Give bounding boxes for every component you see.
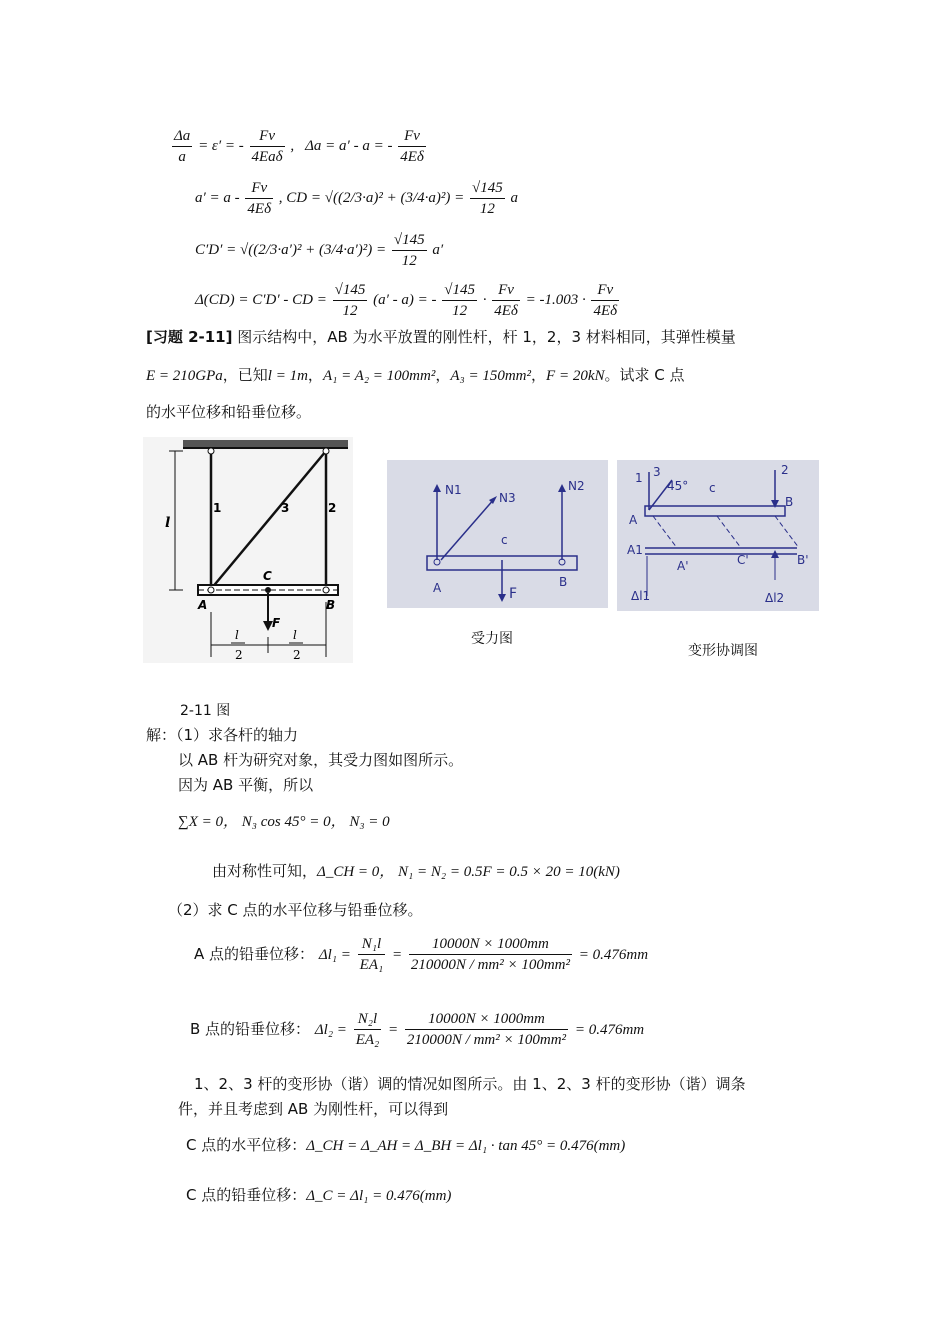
label-C-prime: C': [737, 553, 749, 567]
label-l-half-right-den: 2: [293, 648, 301, 662]
eq-text: a′ = a -: [195, 189, 240, 206]
ceiling-hatch: [183, 440, 348, 448]
caption-deform: 变形协调图: [688, 643, 758, 659]
label-A: A: [433, 581, 442, 595]
label-A-prime: A': [677, 559, 689, 573]
problem-text: 图示结构中，AB 为水平放置的刚性杆，杆 1，2，3 材料相同，其弹性模量: [237, 328, 736, 346]
math-inline: F = 20kN: [546, 368, 605, 384]
problem-text: ，: [531, 366, 547, 384]
label-l-half-left-den: 2: [235, 648, 243, 662]
label-B: B: [326, 598, 336, 612]
equation-A-displacement: A 点的铅垂位移： Δl₁ = $\frac{\text{N₁l}}{\text{EA₁}}$ = $\frac{10000N \times 1000mm}{\text{210000N / mm² × 100mm²}}$ = 0.476mm: [194, 936, 649, 973]
frac-num: N₁l: [358, 934, 386, 955]
deformation-diagram: [617, 460, 819, 611]
eq-text: Δa = a′ - a = -: [305, 137, 393, 154]
frac-num: √145: [333, 280, 368, 301]
frac-den: 4Eδ: [593, 303, 618, 319]
label-N3: N3: [499, 491, 516, 505]
label-l: l: [165, 515, 171, 531]
problem-text: 的水平位移和铅垂位移。: [146, 403, 312, 421]
eq-text: a′: [432, 241, 444, 258]
solution-text: 以 AB 杆为研究对象，其受力图如图所示。: [178, 751, 464, 769]
solution-step-2: （2）求 C 点的水平位移与铅垂位移。: [168, 901, 423, 919]
problem-text: ，: [307, 366, 323, 384]
label-c: c: [501, 533, 508, 547]
problem-text: ，已知: [222, 366, 268, 384]
frac-den: 12: [452, 303, 468, 319]
label-l-half-left-num: l: [235, 628, 239, 642]
frac-num: Fν: [245, 178, 273, 199]
eq-text: ,: [290, 137, 295, 154]
label-c: c: [709, 481, 716, 495]
label-bar-3: 3: [281, 501, 290, 515]
solution-text: A 点的铅垂位移：: [194, 945, 315, 963]
solution-text: 由对称性可知，: [212, 862, 318, 880]
math-inline: l = 1m: [267, 368, 308, 384]
eq-text: = ε′ = -: [198, 137, 244, 154]
label-F: F: [272, 616, 281, 630]
label-2: 2: [781, 463, 789, 477]
frac-den: 210000N / mm² × 100mm²: [410, 957, 571, 973]
label-F: F: [509, 586, 518, 602]
label-3: 3: [653, 465, 661, 479]
frac-num: Fν: [591, 280, 619, 301]
frac-den: 4Eδ: [247, 201, 272, 217]
math-inline: Δ_C = Δl₁ = 0.476(mm): [306, 1188, 452, 1204]
label-l-half-right-num: l: [293, 628, 297, 642]
math-inline: = 0.476mm: [578, 947, 649, 963]
solution-text: C 点的水平位移：: [186, 1136, 307, 1154]
problem-line-2: [146, 364, 685, 385]
label-delta-l2: Δl2: [765, 591, 785, 605]
derivation-line-1: [170, 126, 428, 167]
frac-num: N₂l: [354, 1009, 382, 1030]
label-N2: N2: [568, 479, 585, 493]
eq-text: Δ(CD) = C′D′ - CD =: [195, 291, 327, 308]
eq-text: a: [510, 189, 519, 206]
equation-B-displacement: B 点的铅垂位移： Δl₂ = $\frac{\text{N₂l}}{\text{EA₂}}$ = $\frac{10000N \times 1000mm}{\text{210000N / mm² × 100mm²}}$ = 0.476mm: [190, 1011, 645, 1048]
frac-den: 210000N / mm² × 100mm²: [406, 1032, 567, 1048]
eq-text: (a′ - a) = -: [373, 291, 437, 308]
equation-C-horizontal: [186, 1134, 625, 1155]
frac-den: a: [178, 149, 186, 165]
frac-num: √145: [470, 178, 505, 199]
solution-text: 因为 AB 平衡，所以: [178, 776, 314, 794]
derivation-line-3: [195, 230, 443, 271]
structure-diagram: [143, 437, 353, 663]
math-inline: Δ_CH = Δ_AH = Δ_BH = Δl₁ · tan 45° = 0.476(mm): [306, 1138, 626, 1154]
equation-equilibrium: ∑X = 0， N₃ cos 45° = 0， N₃ = 0: [178, 814, 390, 830]
math-inline: A₃ = 150mm²: [450, 368, 532, 384]
label-C: C: [263, 569, 272, 583]
math-inline: = 0.476mm: [574, 1022, 645, 1038]
label-A: A: [198, 598, 208, 612]
frac-num: 10000N × 1000mm: [409, 934, 572, 955]
free-body-diagram: [387, 460, 608, 608]
solution-text: C 点的铅垂位移：: [186, 1186, 307, 1204]
label-1: 1: [635, 471, 643, 485]
problem-text: 。试求 C 点: [604, 366, 685, 384]
math-inline: Δl₁ =: [318, 947, 351, 963]
label-B: B: [559, 575, 568, 589]
equation-symmetry: [212, 860, 620, 881]
frac-num: Δa: [172, 126, 192, 147]
frac-num: 10000N × 1000mm: [405, 1009, 568, 1030]
derivation-line-2: [195, 178, 518, 219]
frac-den: 4Eδ: [494, 303, 518, 319]
frac-den: 4Eδ: [400, 149, 424, 165]
frac-den: EA₁: [359, 957, 384, 973]
eq-text: = -1.003 ·: [525, 291, 586, 308]
math-inline: Δl₂ =: [314, 1022, 347, 1038]
solution-step-1: 解：（1）求各杆的轴力: [146, 726, 299, 744]
frac-den: 12: [342, 303, 358, 319]
math-inline: A₁ = A₂ = 100mm²: [322, 368, 436, 384]
solution-text: B 点的铅垂位移：: [190, 1020, 311, 1038]
equation-C-vertical: [186, 1184, 451, 1205]
label-B-prime: B': [797, 553, 809, 567]
problem-line-1: [146, 326, 736, 347]
math-inline: Δ_CH = 0， N₁ = N₂ = 0.5F = 0.5 × 20 = 10(kN): [317, 864, 620, 880]
derivation-line-4: [195, 280, 621, 321]
problem-line-3: [146, 401, 311, 422]
frac-den: 12: [479, 201, 495, 217]
eq-text: ·: [482, 291, 487, 308]
frac-den: 4Eaδ: [251, 149, 283, 165]
frac-num: √145: [442, 280, 477, 301]
label-B: B: [785, 495, 794, 509]
frac-num: Fν: [492, 280, 520, 301]
frac-num: Fν: [250, 126, 285, 147]
caption-main: 2-11 图: [180, 703, 231, 719]
frac-num: √145: [392, 230, 427, 251]
caption-fbd: 受力图: [471, 631, 513, 647]
label-A1: A1: [627, 543, 643, 557]
solution-text: 1、2、3 杆的变形协（谐）调的情况如图所示。由 1、2、3 杆的变形协（谐）调条: [194, 1075, 746, 1093]
label-A: A: [629, 513, 638, 527]
problem-text: ，: [435, 366, 451, 384]
frac-den: 12: [401, 253, 417, 269]
label-bar-1: 1: [213, 501, 222, 515]
frac-den: EA₂: [355, 1032, 380, 1048]
eq-text: , CD = √((2/3·a)² + (3/4·a)²) =: [278, 189, 465, 206]
eq-text: C′D′ = √((2/3·a′)² + (3/4·a′)²) =: [195, 241, 387, 258]
math-inline: E = 210GPa: [146, 368, 223, 384]
label-45deg: 45°: [667, 479, 689, 493]
problem-label: [习题 2-11]: [146, 328, 233, 346]
label-N1: N1: [445, 483, 462, 497]
frac-num: Fν: [398, 126, 426, 147]
label-delta-l1: Δl1: [631, 589, 651, 603]
label-bar-2: 2: [328, 501, 337, 515]
solution-text: 件，并且考虑到 AB 为刚性杆，可以得到: [178, 1100, 449, 1118]
